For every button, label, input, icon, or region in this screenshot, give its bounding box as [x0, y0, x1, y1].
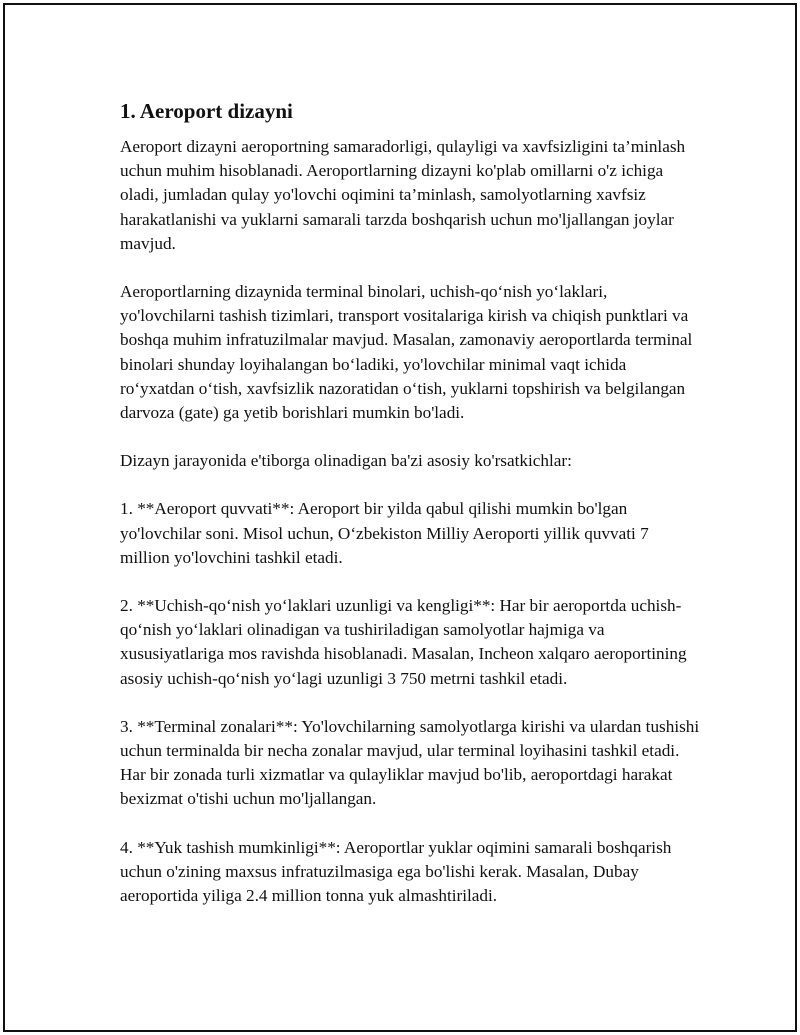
paragraph-indicators-intro: Dizayn jarayonida e'tiborga olinadigan ba'zi asosiy ko'rsatkichlar: — [120, 451, 572, 471]
paragraph-infrastructure: Aeroportlarning dizaynida terminal binolari, uchish-qoʻnish yoʻlaklari, yo'lovchilarni tashish tizimlari, transport vositalariga kirish va chiqish punktlari va boshqa muhim infratuzilmalar mavjud. Masalan, zamonaviy aeroportlarda terminal binolari shunday loyihalangan boʻladiki, yo'lovchilar minimal vaqt ichida roʻyxatdan oʻtish, xavfsizlik nazoratidan oʻtish, yuklarni topshirish va belgilangan darvoza (gate) ga yetib borishlari mumkin bo'ladi. — [120, 282, 693, 423]
section-heading: 1. Aeroport dizayni — [120, 99, 293, 123]
list-item-capacity: 1. **Aeroport quvvati**: Aeroport bir yilda qabul qilishi mumkin bo'lgan yo'lovchilar soni. Misol uchun, Oʻzbekiston Milliy Aeroporti yillik quvvati 7 million yo'lovchini tashkil etadi. — [120, 499, 649, 567]
document-body — [120, 97, 700, 932]
document-page — [3, 3, 797, 1032]
paragraph-intro: Aeroport dizayni aeroportning samaradorligi, qulayligi va xavfsizligini ta’minlash uchun muhim hisoblanadi. Aeroportlarning dizayni ko'plab omillarni o'z ichiga oladi, jumladan qulay yo'lovchi oqimini ta’minlash, samolyotlarning xavfsiz harakatlanishi va yuklarni samarali tarzda boshqarish uchun mo'ljallangan joylar mavjud. — [120, 137, 686, 253]
list-item-terminal-zones: 3. **Terminal zonalari**: Yo'lovchilarning samolyotlarga kirishi va ulardan tushishi uchun terminalda bir necha zonalar mavjud, ular terminal loyihasini tashkil etadi. Har bir zonada turli xizmatlar va qulayliklar mavjud bo'lib, aeroportdagi harakat bexizmat o'tishi uchun mo'ljallangan. — [120, 716, 700, 809]
list-item-runways: 2. **Uchish-qoʻnish yoʻlaklari uzunligi va kengligi**: Har bir aeroportda uchish-qoʻnish yoʻlaklari olinadigan va tushiriladigan samolyotlar hajmiga va xususiyatlariga mos ravishda hisoblanadi. Masalan, Incheon xalqaro aeroportining asosiy uchish-qoʻnish yoʻlagi uzunligi 3 750 metrni tashkil etadi. — [120, 596, 687, 688]
list-item-cargo: 4. **Yuk tashish mumkinligi**: Aeroportlar yuklar oqimini samarali boshqarish uchun o'zining maxsus infratuzilmasiga ega bo'lishi kerak. Masalan, Dubay aeroportida yiliga 2.4 million tonna yuk almashtiriladi. — [120, 837, 672, 906]
